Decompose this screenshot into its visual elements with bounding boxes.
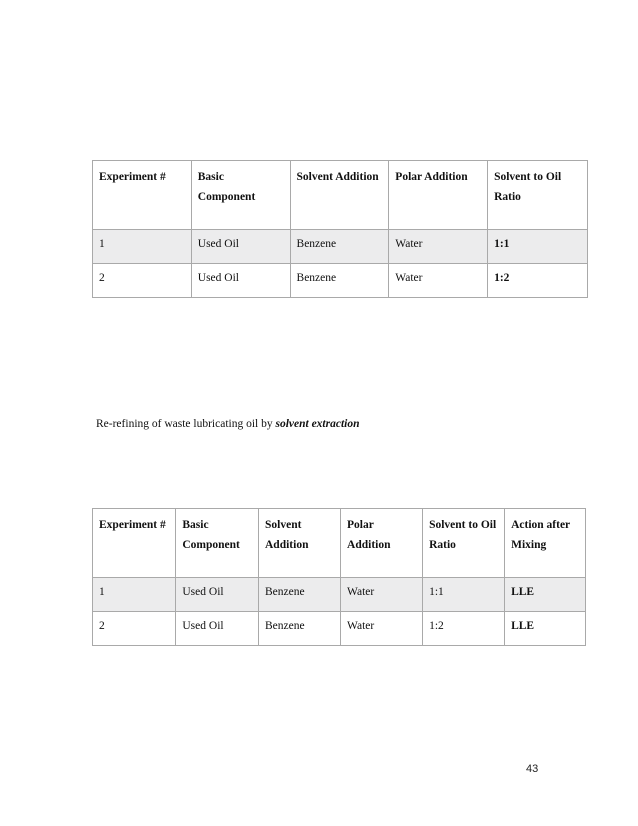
caption-text: Re-refining of waste lubricating oil by <box>96 418 276 430</box>
header-cell: Solvent Addition <box>290 161 389 230</box>
table-cell: 1 <box>93 578 176 612</box>
table-cell: Used Oil <box>176 578 259 612</box>
table-cell: Benzene <box>290 264 389 298</box>
table-row <box>93 612 586 646</box>
table-cell: Water <box>341 578 423 612</box>
table-cell: LLE <box>505 612 586 646</box>
table-cell: Benzene <box>259 612 341 646</box>
header-cell: Experiment # <box>93 509 176 578</box>
table-cell: Water <box>389 230 488 264</box>
header-cell: Experiment # <box>93 161 192 230</box>
header-cell: Action after Mixing <box>505 509 586 578</box>
table-cell: 1:2 <box>423 612 505 646</box>
header-cell: Basic Component <box>176 509 259 578</box>
table-cell: LLE <box>505 578 586 612</box>
table-cell: 2 <box>93 264 192 298</box>
experiment-table-2 <box>92 508 586 646</box>
header-cell: Solvent to Oil Ratio <box>488 161 588 230</box>
table-cell: Used Oil <box>191 230 290 264</box>
table-cell: Benzene <box>290 230 389 264</box>
table-caption <box>96 418 360 430</box>
table-cell: 1:2 <box>488 264 588 298</box>
table-cell: Water <box>389 264 488 298</box>
table-row <box>93 230 588 264</box>
table-row <box>93 264 588 298</box>
header-cell: Basic Component <box>191 161 290 230</box>
table-cell: 1:1 <box>488 230 588 264</box>
header-cell: Solvent to Oil Ratio <box>423 509 505 578</box>
table-row <box>93 578 586 612</box>
table-cell: 1:1 <box>423 578 505 612</box>
table-cell: Used Oil <box>191 264 290 298</box>
experiment-table-1 <box>92 160 588 298</box>
table-cell: 2 <box>93 612 176 646</box>
table-header-row <box>93 509 586 578</box>
header-cell: Polar Addition <box>389 161 488 230</box>
page-number: 43 <box>526 763 539 775</box>
header-cell: Solvent Addition <box>259 509 341 578</box>
table-cell: Water <box>341 612 423 646</box>
caption-emphasis: solvent extraction <box>275 418 360 430</box>
header-cell: Polar Addition <box>341 509 423 578</box>
table-cell: 1 <box>93 230 192 264</box>
table-cell: Benzene <box>259 578 341 612</box>
table-cell: Used Oil <box>176 612 259 646</box>
table-header-row <box>93 161 588 230</box>
